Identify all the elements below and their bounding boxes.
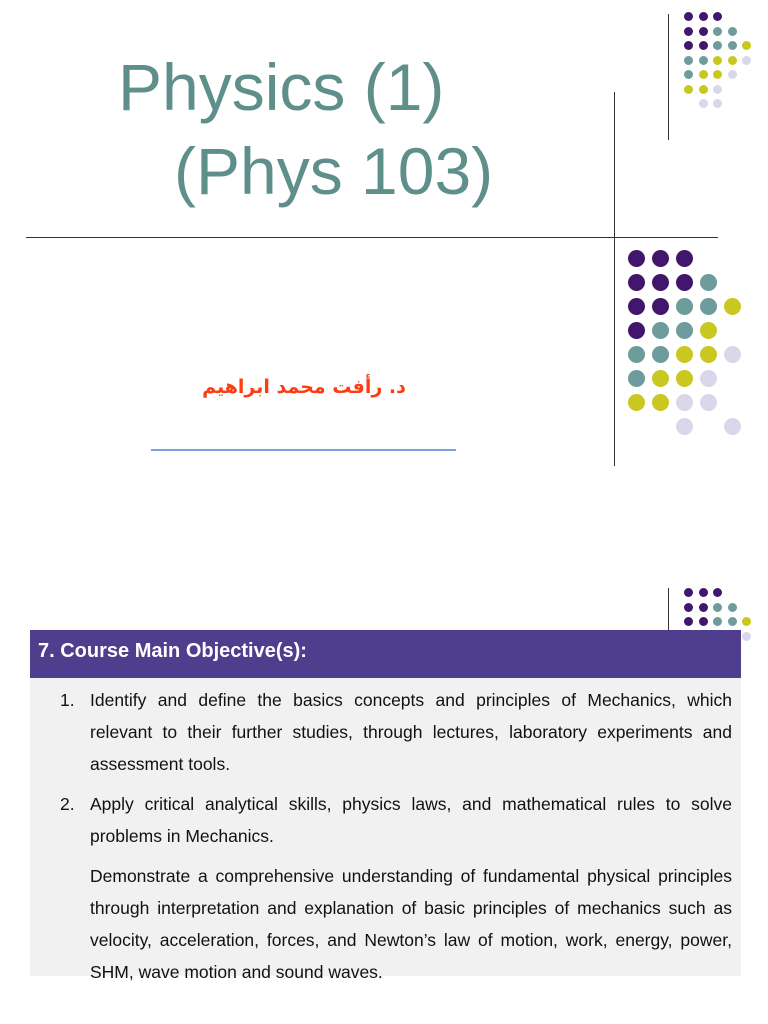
decorative-dot (742, 617, 751, 626)
vertical-divider (614, 92, 615, 466)
decorative-dot (628, 346, 645, 363)
decorative-dot (742, 632, 751, 641)
decorative-dot (628, 298, 645, 315)
decorative-dot (699, 617, 708, 626)
list-item-text: Identify and define the basics concepts and principles of Mechanics, which relevant to their further studies, through lectures, laboratory experiments and assessment tools. (90, 690, 732, 774)
decorative-dot (676, 418, 693, 435)
decorative-dot (652, 250, 669, 267)
decorative-dot (699, 27, 708, 36)
decorative-dot (713, 70, 722, 79)
decorative-dot (728, 617, 737, 626)
author-name: د. رأفت محمد ابراهيم (202, 376, 406, 398)
decorative-dot (684, 617, 693, 626)
slide-title-line1: Physics (1) (118, 50, 445, 124)
decorative-dot (713, 588, 722, 597)
decorative-dot (699, 588, 708, 597)
decorative-dot (699, 85, 708, 94)
decorative-dot (652, 346, 669, 363)
decorative-dot (728, 70, 737, 79)
decorative-dot (684, 603, 693, 612)
decorative-dot (652, 298, 669, 315)
decorative-dot (724, 298, 741, 315)
decorative-dot (628, 274, 645, 291)
decorative-dot (684, 56, 693, 65)
decorative-dot (684, 85, 693, 94)
decorative-dot (700, 274, 717, 291)
list-item-number: 2. (60, 794, 75, 814)
decorative-dot (699, 70, 708, 79)
objectives-body (60, 684, 732, 988)
list-item (60, 684, 732, 780)
list-item-text: Apply critical analytical skills, physics laws, and mathematical rules to solve problems in Mechanics. (90, 794, 732, 846)
small-vertical-divider (668, 14, 669, 140)
decorative-dot (742, 56, 751, 65)
decorative-dot (684, 70, 693, 79)
decorative-dot (728, 27, 737, 36)
objective-paragraph: Demonstrate a comprehensive understanding of fundamental physical principles through interpretation and explanation of basic principles of mechanics such as velocity, acceleration, forces, and Newton’s law of motion, work, energy, power, SHM, wave motion and sound waves. (90, 866, 732, 982)
decorative-dot (699, 99, 708, 108)
decorative-dot (713, 12, 722, 21)
decorative-dot (699, 56, 708, 65)
decorative-dot (713, 27, 722, 36)
decorative-dot (700, 370, 717, 387)
decorative-dot (728, 41, 737, 50)
decorative-dot (676, 346, 693, 363)
decorative-dot (652, 322, 669, 339)
decorative-dot (742, 41, 751, 50)
decorative-dot (628, 250, 645, 267)
decorative-dot (699, 41, 708, 50)
decorative-dot (700, 298, 717, 315)
decorative-dot (676, 322, 693, 339)
decorative-dot (724, 346, 741, 363)
decorative-dot (676, 370, 693, 387)
decorative-dot (699, 12, 708, 21)
decorative-dot (684, 588, 693, 597)
author-underline (151, 449, 456, 451)
slide-title-line2: (Phys 103) (174, 134, 494, 208)
decorative-dot (713, 56, 722, 65)
decorative-dot (713, 85, 722, 94)
decorative-dot (652, 274, 669, 291)
list-item-number: 1. (60, 690, 75, 710)
decorative-dot (652, 394, 669, 411)
decorative-dot (676, 298, 693, 315)
decorative-dot (628, 370, 645, 387)
decorative-dot (700, 394, 717, 411)
decorative-dot (684, 12, 693, 21)
decorative-dot (652, 370, 669, 387)
decorative-dot (684, 41, 693, 50)
decorative-dot (684, 27, 693, 36)
decorative-dot (728, 603, 737, 612)
decorative-dot (713, 41, 722, 50)
decorative-dot (713, 603, 722, 612)
objectives-heading: 7. Course Main Objective(s): (30, 630, 741, 678)
decorative-dot (713, 99, 722, 108)
objectives-slide (0, 512, 768, 1024)
decorative-dot (700, 346, 717, 363)
decorative-dot (700, 322, 717, 339)
decorative-dot (713, 617, 722, 626)
decorative-dot (699, 603, 708, 612)
decorative-dot (676, 394, 693, 411)
decorative-dot (676, 274, 693, 291)
decorative-dot (728, 56, 737, 65)
list-item (60, 788, 732, 852)
decorative-dot (628, 322, 645, 339)
decorative-dot (676, 250, 693, 267)
decorative-dot (628, 394, 645, 411)
decorative-dot (724, 418, 741, 435)
